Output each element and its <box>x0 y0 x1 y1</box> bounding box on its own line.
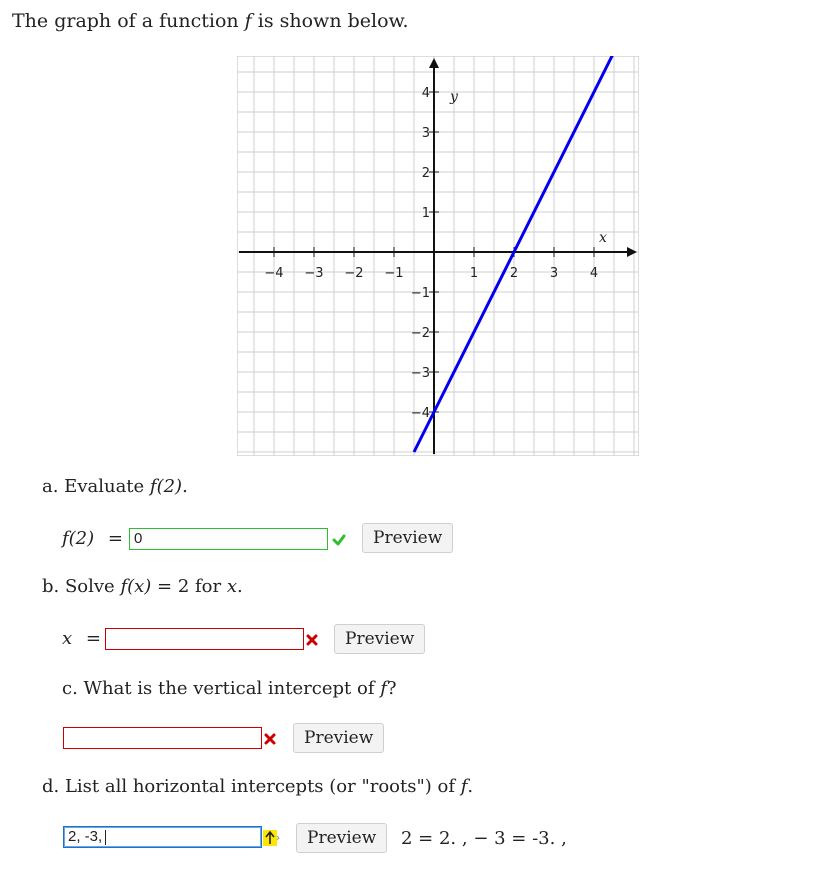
graph-grid <box>237 56 639 456</box>
answer-a-fn: f(2) <box>62 528 95 549</box>
x-mark-icon <box>305 633 319 647</box>
y-tick-label: 3 <box>421 126 430 141</box>
answer-b-var: x <box>62 628 73 649</box>
warning-arrow-icon <box>262 829 280 847</box>
question-a-expr: f(2). <box>149 476 188 497</box>
answer-d-value: 2, -3, <box>68 828 103 845</box>
graph-background <box>237 56 639 456</box>
preview-button-c[interactable]: Preview <box>293 723 384 753</box>
x-tick-label: −3 <box>304 266 324 281</box>
answer-a-input[interactable]: 0 <box>129 528 328 550</box>
question-d <box>42 776 473 797</box>
answer-a-lhs <box>62 528 123 549</box>
x-tick-label: 3 <box>549 266 559 281</box>
answer-d-input[interactable] <box>63 826 262 848</box>
y-axis-label: y <box>450 89 458 105</box>
text-cursor <box>105 830 106 845</box>
preview-button-a[interactable]: Preview <box>362 523 453 553</box>
y-tick-label: 2 <box>421 166 430 181</box>
question-b-var: x <box>226 576 237 597</box>
y-tick-label: −4 <box>410 406 430 421</box>
x-tick-label: 2 <box>509 266 519 281</box>
y-tick-label: −1 <box>410 286 430 301</box>
function-graph <box>237 56 639 456</box>
preview-result-d: 2 = 2. , − 3 = -3. , <box>401 828 567 849</box>
question-b-label: b. Solve <box>42 576 121 597</box>
question-b <box>42 576 243 597</box>
x-mark-icon <box>263 732 277 746</box>
question-d-label: d. List all horizontal intercepts (or "roots") of <box>42 776 461 797</box>
y-tick-label: 1 <box>421 206 430 221</box>
y-tick-label: −2 <box>410 326 430 341</box>
intro-after: is shown below. <box>251 10 409 32</box>
question-d-fn: f <box>460 776 468 797</box>
question-b-expr: f(x) <box>120 576 152 597</box>
question-a-label: a. Evaluate <box>42 476 150 497</box>
answer-c-input[interactable] <box>63 727 262 749</box>
x-tick-label: 1 <box>469 266 479 281</box>
question-b-rest1: = 2 for <box>151 576 227 597</box>
preview-button-b[interactable]: Preview <box>334 624 425 654</box>
question-c-end: ? <box>386 678 397 699</box>
question-b-rest2: . <box>236 576 243 597</box>
question-c-fn: f <box>380 678 387 699</box>
answer-b-lhs <box>62 628 101 649</box>
question-c-label: c. What is the vertical intercept of <box>62 678 381 699</box>
intro-fn: f <box>244 10 252 32</box>
question-c <box>62 678 397 699</box>
answer-b-eq: = <box>85 628 101 649</box>
intro-text <box>12 10 409 32</box>
x-tick-label: −4 <box>264 266 284 281</box>
question-a <box>42 476 188 497</box>
preview-button-d[interactable]: Preview <box>296 823 387 853</box>
answer-b-input[interactable] <box>105 628 304 650</box>
intro-before: The graph of a function <box>12 10 245 32</box>
check-icon <box>332 533 346 547</box>
y-tick-label: −3 <box>410 366 430 381</box>
x-tick-label: 4 <box>589 266 599 281</box>
x-tick-label: −1 <box>384 266 404 281</box>
question-d-end: . <box>467 776 474 797</box>
answer-a-eq: = <box>107 528 123 549</box>
x-axis-label: x <box>599 230 607 246</box>
x-tick-label: −2 <box>344 266 364 281</box>
y-tick-label: 4 <box>421 86 430 101</box>
